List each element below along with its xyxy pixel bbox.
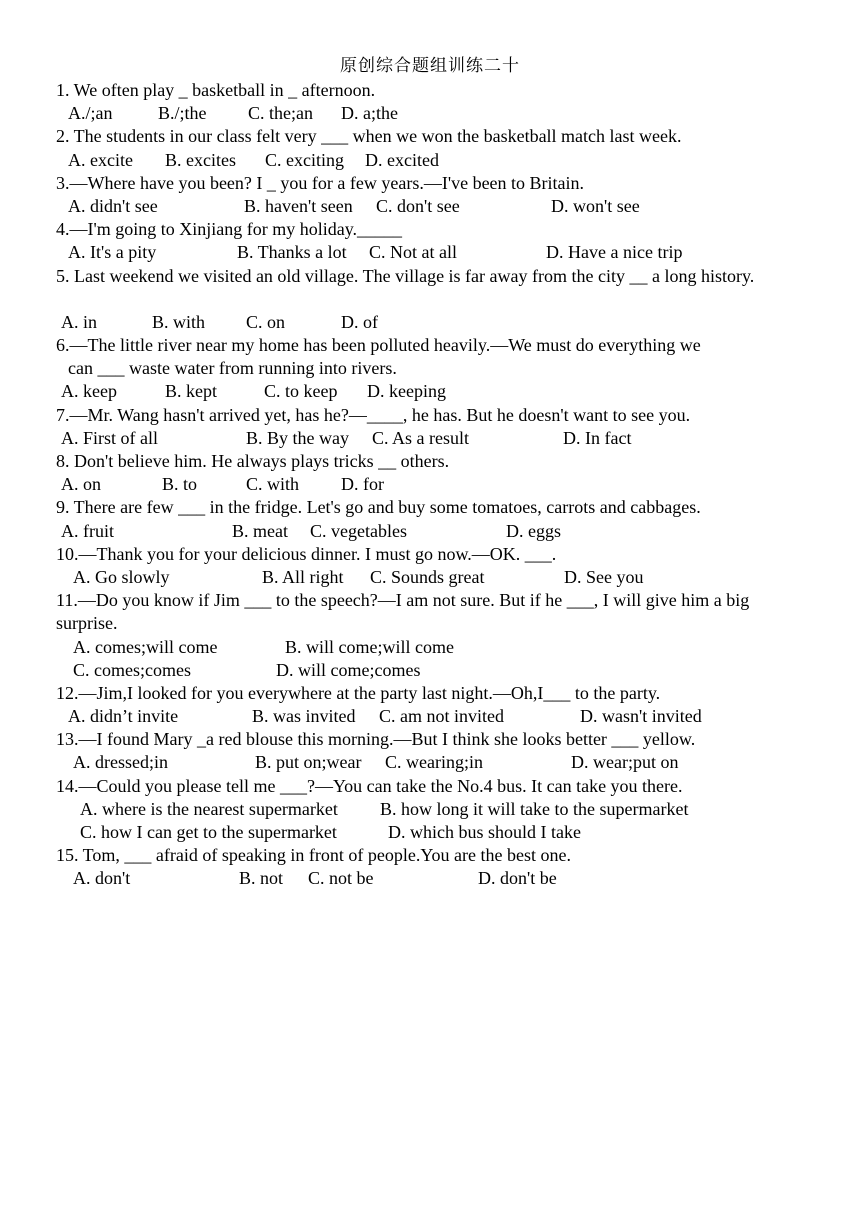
option-b: B. meat [232,520,288,541]
question-3-options [56,195,806,218]
question-14-options-row1 [56,798,806,821]
question-9-options [56,520,806,543]
option-b: B. was invited [252,706,356,727]
question-15-stem: 15. Tom, ___ afraid of speaking in front of people.You are the best one. [56,845,571,866]
option-d: D. wasn't invited [580,706,702,727]
option-c: C. to keep [264,381,338,402]
option-d: D. excited [365,149,439,170]
option-a: A. where is the nearest supermarket [80,798,338,819]
option-d: D. will come;comes [276,659,421,680]
question-6-stem: 6.—The little river near my home has been polluted heavily.—We must do everything we [56,335,701,356]
question-8-options [56,473,806,496]
option-a: A./;an [68,103,113,124]
option-c: C. wearing;in [385,752,483,773]
question-2-options [56,149,806,172]
question-7-stem: 7.—Mr. Wang hasn't arrived yet, has he?—____, he has. But he doesn't want to see you. [56,404,691,425]
question-4-stem: 4.—I'm going to Xinjiang for my holiday._____ [56,219,403,240]
question-8-stem: 8. Don't believe him. He always plays tricks __ others. [56,451,450,472]
option-c: C. don't see [376,195,460,216]
option-d: D. for [341,474,384,495]
option-d: D. In fact [563,427,632,448]
option-a: A. on [61,474,101,495]
question-3-stem: 3.—Where have you been? I _ you for a few years.—I've been to Britain. [56,172,585,193]
option-b: B. Thanks a lot [237,242,347,263]
option-b: B. with [152,311,206,332]
option-d: D. eggs [506,520,561,541]
option-c: C. the;an [248,103,313,124]
question-11-options-row2 [56,659,806,682]
option-a: A. didn't see [68,195,158,216]
option-b: B. put on;wear [255,752,362,773]
option-a: A. in [61,311,97,332]
question-2-stem: 2. The students in our class felt very ___ when we won the basketball match last week. [56,126,682,147]
option-c: C. Not at all [369,242,457,263]
option-c: C. on [246,311,286,332]
question-6-options [56,380,806,403]
question-11-options-row1 [56,636,806,659]
option-c: C. with [246,474,300,495]
question-12-stem: 12.—Jim,I looked for you everywhere at the party last night.—Oh,I___ to the party. [56,682,661,703]
option-b: B. to [162,474,198,495]
option-a: A. comes;will come [73,636,218,657]
option-a: A. don't [73,868,131,889]
option-a: A. It's a pity [68,242,157,263]
question-5-options [56,311,806,334]
question-12-options [56,705,806,728]
option-a: A. didn’t invite [68,706,179,727]
option-d: D. don't be [478,868,557,889]
question-1-stem: 1. We often play _ basketball in _ afternoon. [56,80,376,100]
option-d: D. won't see [551,195,640,216]
question-10-stem: 10.—Thank you for your delicious dinner. I must go now.—OK. ___. [56,543,557,564]
option-d: D. which bus should I take [388,822,581,843]
question-11-stem: 11.—Do you know if Jim ___ to the speech?—I am not sure. But if he ___, I will give him a big surprise. [56,590,750,634]
option-d: D. wear;put on [571,752,679,773]
option-b: B. kept [165,381,217,402]
question-6-stem-continued: can ___ waste water from running into rivers. [68,358,397,379]
option-c: C. comes;comes [73,659,191,680]
option-d: D. of [341,311,378,332]
option-d: D. Have a nice trip [546,242,683,263]
question-7-options [56,427,806,450]
question-13-stem: 13.—I found Mary _a red blouse this morning.—But I think she looks better ___ yellow. [56,729,696,750]
option-a: A. keep [61,381,117,402]
option-a: A. dressed;in [73,752,168,773]
option-a: A. First of all [61,427,158,448]
question-14-stem: 14.—Could you please tell me ___?—You can take the No.4 bus. It can take you there. [56,775,683,796]
option-c: C. not be [308,868,374,889]
question-14-options-row2 [56,821,806,844]
option-a: A. fruit [61,520,114,541]
option-b: B. not [239,868,284,889]
question-1-options [56,102,806,125]
option-b: B. excites [165,149,236,170]
question-9-stem: 9. There are few ___ in the fridge. Let's go and buy some tomatoes, carrots and cabbages. [56,497,701,518]
page-title: 原创综合题组训练二十 [340,56,520,76]
question-15-options [56,867,806,890]
question-10-options [56,566,806,589]
option-d: D. See you [564,566,644,587]
question-list [56,79,806,891]
question-4-options [56,241,806,264]
option-b: B. will come;will come [285,636,454,657]
option-b: B./;the [158,103,207,124]
option-c: C. vegetables [310,520,407,541]
option-b: B. All right [262,566,344,587]
option-b: B. By the way [246,427,349,448]
option-c: C. Sounds great [370,566,485,587]
option-a: A. excite [68,149,133,170]
option-b: B. how long it will take to the supermarket [380,798,689,819]
option-d: D. keeping [367,381,446,402]
option-c: C. how I can get to the supermarket [80,822,337,843]
question-5-stem: 5. Last weekend we visited an old village. The village is far away from the city __ a long history. [56,265,755,286]
option-c: C. As a result [372,427,469,448]
question-13-options [56,751,806,774]
option-a: A. Go slowly [73,566,170,587]
option-c: C. am not invited [379,706,504,727]
option-d: D. a;the [341,103,398,124]
option-b: B. haven't seen [244,195,353,216]
option-c: C. exciting [265,149,344,170]
